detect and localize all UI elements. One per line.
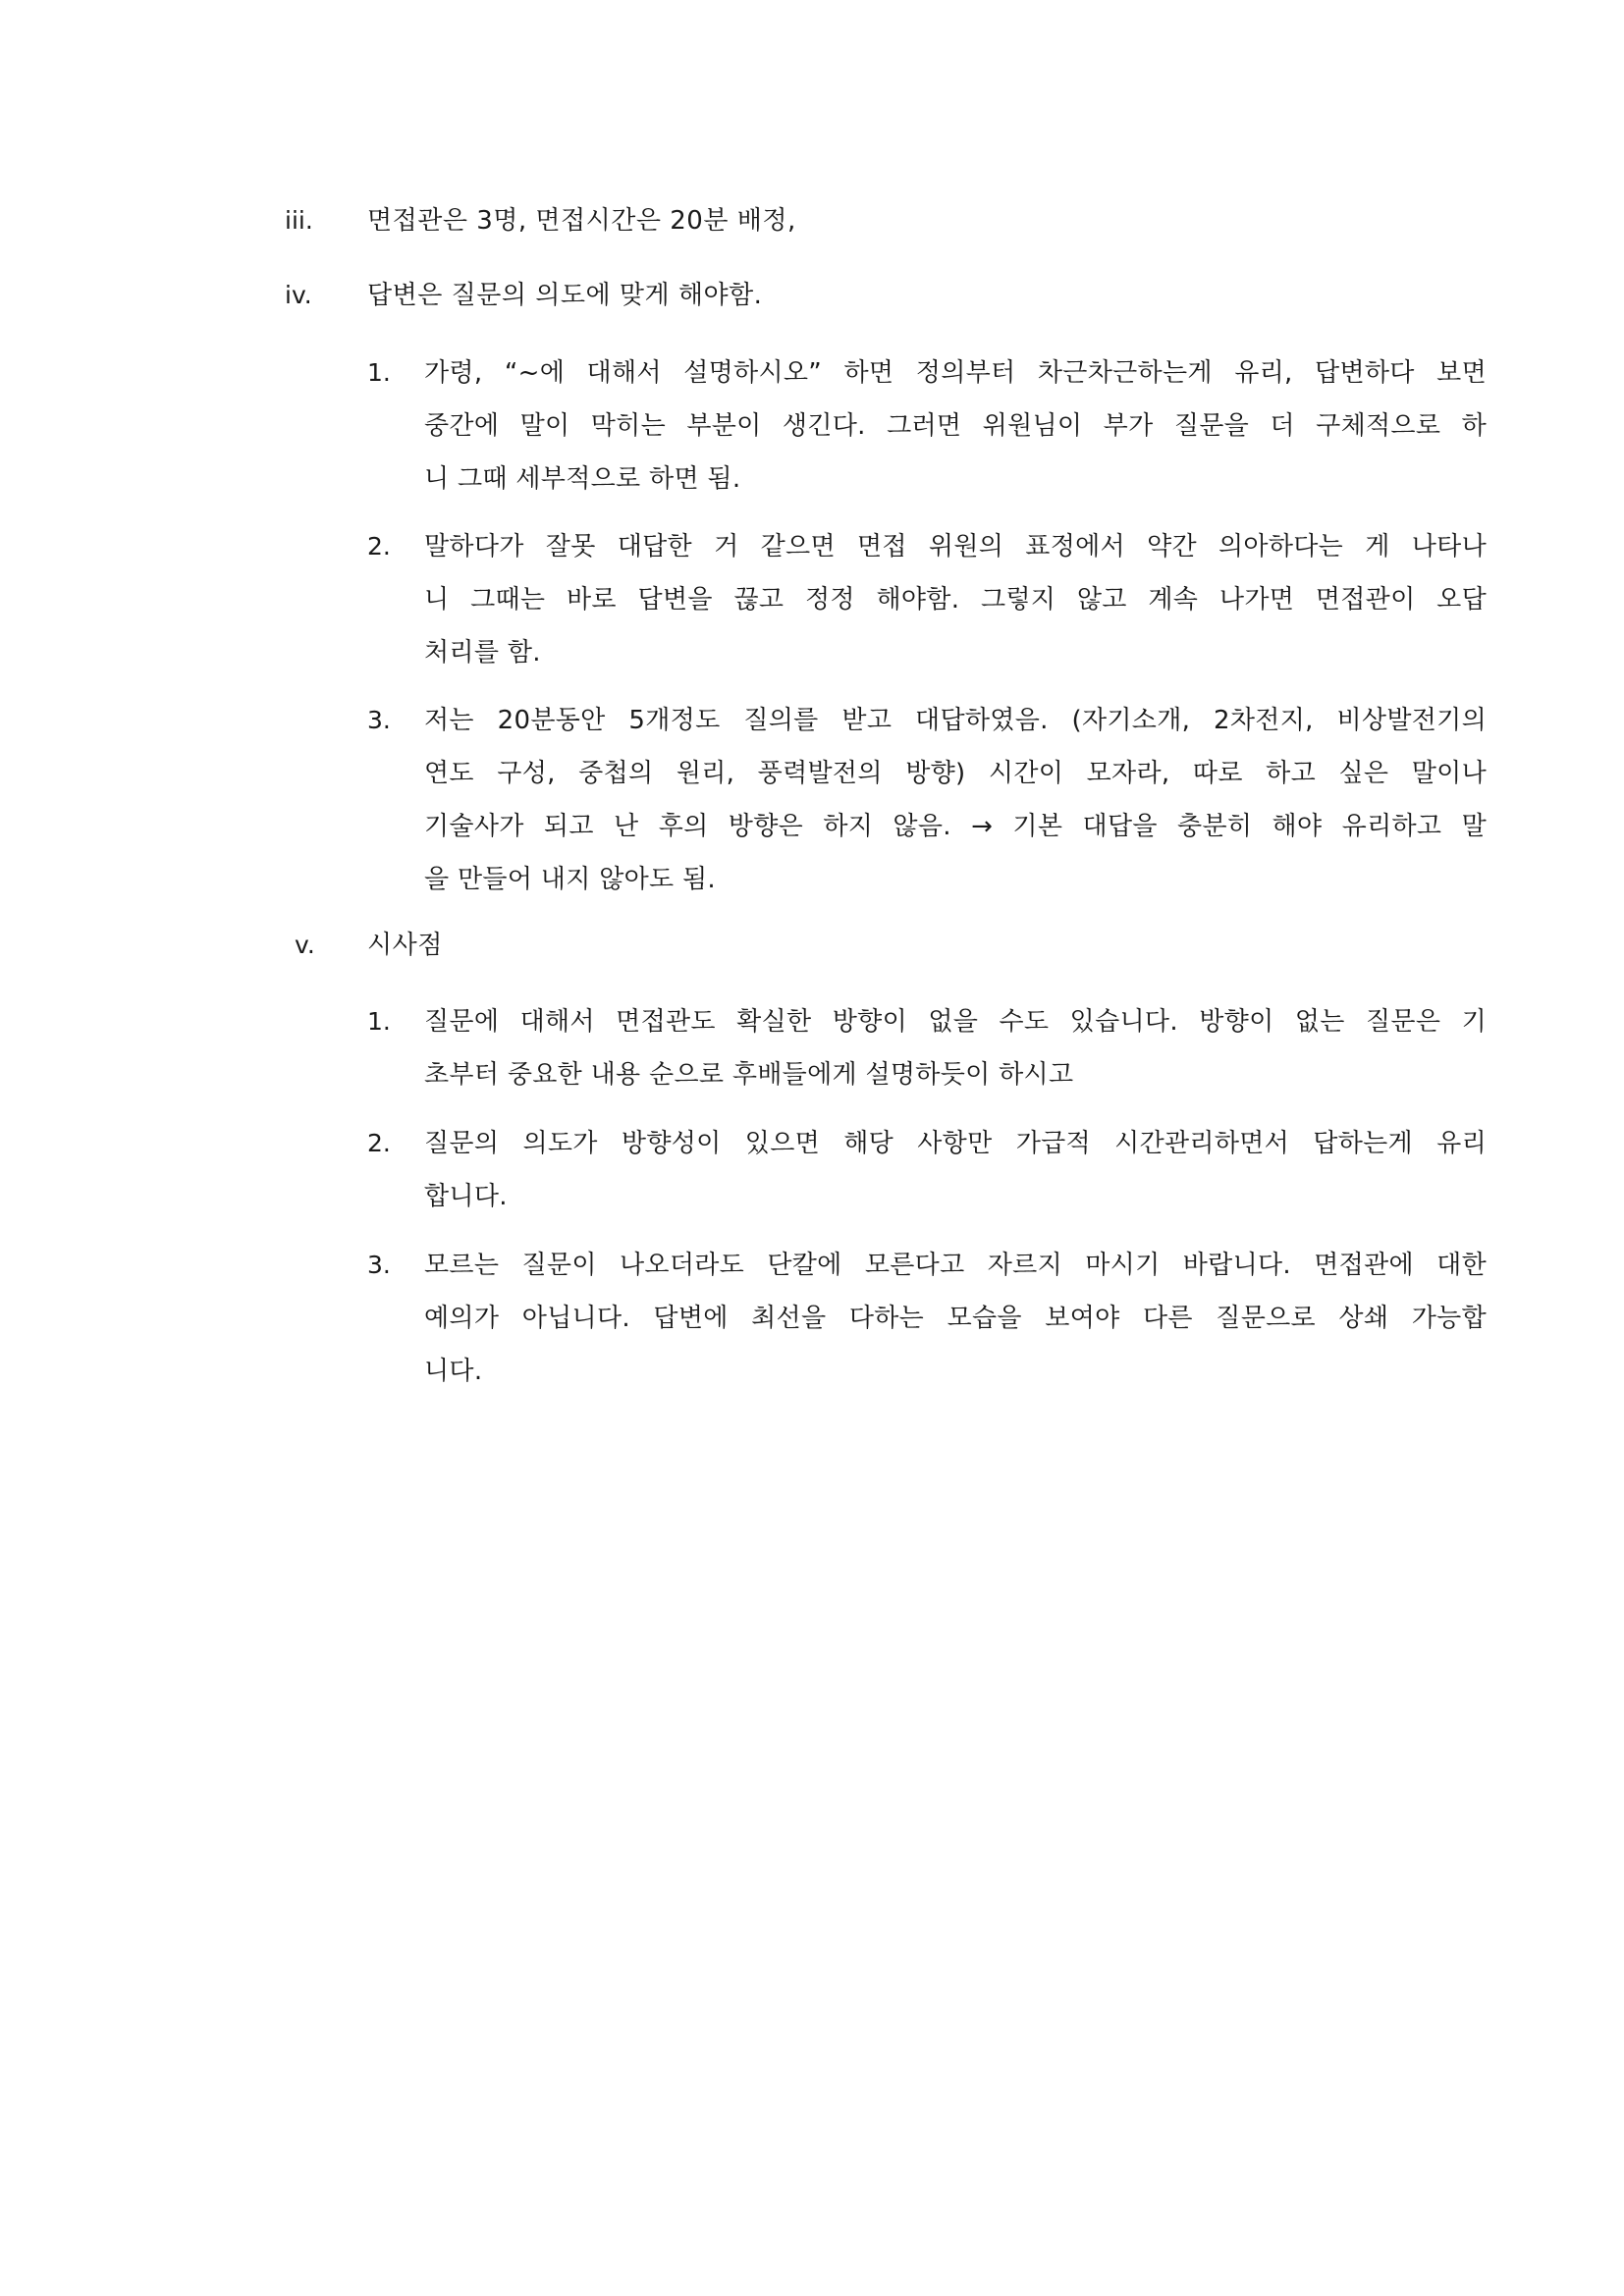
text-line: 기술사가 되고 난 후의 방향은 하지 않음. → 기본 대답을 충분히 해야 유리하고 말 xyxy=(424,812,1487,841)
text-line: 니 그때는 바로 답변을 끊고 정정 해야함. 그렇지 않고 계속 나가면 면접관이 오답 xyxy=(424,585,1487,614)
sub-list-marker: 1. xyxy=(367,1007,391,1036)
text-line: 합니다. xyxy=(424,1182,508,1211)
text-line: 예의가 아닙니다. 답변에 최선을 다하는 모습을 보여야 다른 질문으로 상쇄 가능합 xyxy=(424,1304,1487,1333)
text-line: 질문에 대해서 면접관도 확실한 방향이 없을 수도 있습니다. 방향이 없는 질문은 기 xyxy=(424,1007,1487,1037)
text-line: 말하다가 잘못 대답한 거 같으면 면접 위원의 표정에서 약간 의아하다는 게 나타나 xyxy=(424,532,1487,561)
text-line: 질문의 의도가 방향성이 있으면 해당 사항만 가급적 시간관리하면서 답하는게 유리 xyxy=(424,1129,1487,1158)
text-line: 저는 20분동안 5개정도 질의를 받고 대답하였음. (자기소개, 2차전지, 비상발전기의 xyxy=(424,706,1487,735)
text-line: 니 그때 세부적으로 하면 됨. xyxy=(424,464,741,494)
list-item-text: 시사점 xyxy=(367,931,443,960)
sub-list-text xyxy=(424,520,1487,679)
text-line: 가령, “~에 대해서 설명하시오” 하면 정의부터 차근차근하는게 유리, 답변하다 보면 xyxy=(424,358,1487,388)
sub-list-text xyxy=(424,347,1487,506)
text-line: 을 만들어 내지 않아도 됨. xyxy=(424,865,716,894)
sub-list-marker: 1. xyxy=(367,358,391,387)
sub-list-marker: 3. xyxy=(367,1251,391,1279)
list-marker: iii. xyxy=(285,206,313,235)
sub-list-marker: 2. xyxy=(367,1129,391,1157)
list-item-text: 답변은 질문의 의도에 맞게 해야함. xyxy=(367,281,763,310)
sub-list-marker: 2. xyxy=(367,532,391,561)
text-line: 모르는 질문이 나오더라도 단칼에 모른다고 자르지 마시기 바랍니다. 면접관에 대한 xyxy=(424,1251,1487,1280)
sub-list-marker: 3. xyxy=(367,706,391,734)
text-line: 니다. xyxy=(424,1357,483,1386)
sub-list-text xyxy=(424,995,1487,1101)
text-line: 연도 구성, 중첩의 원리, 풍력발전의 방향) 시간이 모자라, 따로 하고 싶은 말이나 xyxy=(424,759,1487,788)
sub-list-text xyxy=(424,694,1487,906)
text-line: 중간에 말이 막히는 부분이 생긴다. 그러면 위원님이 부가 질문을 더 구체적으로 하 xyxy=(424,411,1487,441)
sub-list-text xyxy=(424,1239,1487,1398)
sub-list-text xyxy=(424,1117,1487,1223)
list-item-text: 면접관은 3명, 면접시간은 20분 배정, xyxy=(367,206,796,236)
text-line: 초부터 중요한 내용 순으로 후배들에게 설명하듯이 하시고 xyxy=(424,1060,1074,1090)
list-marker: v. xyxy=(295,931,315,959)
list-marker: iv. xyxy=(285,281,312,309)
text-line: 처리를 함. xyxy=(424,638,541,667)
